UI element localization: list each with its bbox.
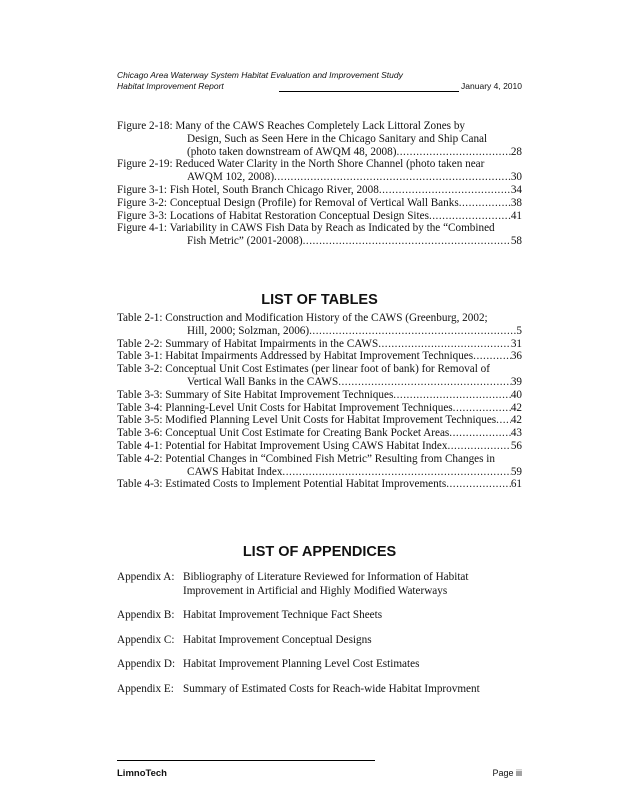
dot-leader [449,427,511,440]
report-name: Habitat Improvement Report [117,81,224,91]
tables-heading: LIST OF TABLES [261,292,378,308]
list-of-figures [117,120,522,248]
table-entry-page: 59 [510,465,522,478]
table-entry-text: Table 4-1: Potential for Habitat Improvement Using CAWS Habitat Index [117,439,448,452]
appendix-title: Bibliography of Literature Reviewed for Information of Habitat [183,571,469,583]
table-entry[interactable] [117,453,522,479]
table-entry[interactable] [117,427,522,440]
appendix-label: Appendix E: [117,682,174,695]
dot-leader [338,376,511,389]
appendices-heading: LIST OF APPENDICES [242,544,397,560]
dot-leader [282,466,510,479]
figure-entry[interactable] [117,197,522,210]
table-entry-text: Table 3-1: Habitat Impairments Addressed by Habitat Improvement Techniques [117,350,474,363]
table-entry[interactable] [117,402,522,415]
dot-leader [274,171,511,184]
table-entry-page: 40 [510,388,522,401]
study-title: Chicago Area Waterway System Habitat Evaluation and Improvement Study [117,70,403,80]
dot-leader [459,197,511,210]
dot-leader [303,235,511,248]
table-entry[interactable] [117,389,522,402]
table-entry-text: Table 4-2: Potential Changes in “Combined Fish Metric” Resulting from Changes in [117,452,495,465]
table-entry-text: Vertical Wall Banks in the CAWS [187,375,339,388]
table-entry[interactable] [117,478,522,491]
dot-leader [429,210,511,223]
table-entry-page: 56 [510,439,522,452]
table-entry-text: Table 4-3: Estimated Costs to Implement Potential Habitat Improvements [117,478,447,491]
figure-entry-text: Figure 4-1: Variability in CAWS Fish Data by Reach as Indicated by the “Combined [117,222,495,235]
page-number: Page iii [492,768,522,778]
list-of-appendices [117,571,522,707]
appendix-title: Improvement in Artificial and Highly Modified Waterways [183,584,448,597]
appendix-entry[interactable] [117,683,522,697]
table-entry[interactable] [117,440,522,453]
appendix-label: Appendix D: [117,658,176,670]
dot-leader [447,440,510,453]
dot-leader [496,414,511,427]
figure-entry-text: Design, Such as Seen Here in the Chicago Sanitary and Ship Canal [187,132,488,145]
table-entry-text: Table 3-4: Planning-Level Unit Costs for Habitat Improvement Techniques [117,401,453,414]
table-entry[interactable] [117,350,522,363]
dot-leader [473,350,511,363]
dot-leader [393,389,511,402]
table-entry-text: Table 3-2: Conceptual Unit Cost Estimates (per linear foot of bank) for Removal of [117,363,490,376]
table-entry[interactable] [117,312,522,338]
figure-entry-page: 41 [510,209,522,222]
dot-leader [453,402,511,415]
dot-leader [309,325,516,338]
figure-entry-text: (photo taken downstream of AWQM 48, 2008) [187,145,397,158]
appendix-title: Habitat Improvement Technique Fact Sheets [183,609,383,621]
figure-entry[interactable] [117,184,522,197]
table-entry-text: Hill, 2000; Solzman, 2006) [187,324,310,337]
page-header [117,70,522,92]
table-entry-text: Table 2-2: Summary of Habitat Impairments in the CAWS [117,337,379,350]
table-entry-text: Table 3-6: Conceptual Unit Cost Estimate for Creating Bank Pocket Areas [117,427,450,440]
table-entry-text: Table 2-1: Construction and Modification History of the CAWS (Greenburg, 2002; [117,312,488,324]
appendix-entry[interactable] [117,571,522,598]
table-entry-page: 43 [510,427,522,440]
table-entry[interactable] [117,414,522,427]
dot-leader [396,146,510,159]
table-entry-page: 42 [510,401,522,414]
figure-entry[interactable] [117,210,522,223]
figure-entry[interactable] [117,158,522,184]
dot-leader [446,478,511,491]
figure-entry-page: 34 [510,183,522,196]
appendix-title: Summary of Estimated Costs for Reach-wide Habitat Improvment [183,682,480,695]
table-entry-page: 61 [510,478,522,491]
dot-leader [378,338,511,351]
appendix-entry[interactable] [117,634,522,648]
figure-entry[interactable] [117,120,522,158]
figure-entry-text: Figure 3-2: Conceptual Design (Profile) for Removal of Vertical Wall Banks [117,196,459,209]
footer-rule [117,760,375,761]
figure-entry-page: 58 [510,235,522,248]
figure-entry-text: Fish Metric” (2001-2008) [187,235,303,248]
figure-entry-text: Figure 3-3: Locations of Habitat Restoration Conceptual Design Sites [117,209,429,222]
appendix-label: Appendix A: [117,571,175,583]
figure-entry-text: Figure 2-19: Reduced Water Clarity in the North Shore Channel (photo taken near [117,158,485,171]
figure-entry-page: 30 [510,171,522,184]
table-entry-page: 5 [516,324,522,337]
appendix-title: Habitat Improvement Planning Level Cost Estimates [183,658,420,670]
footer-brand: LimnoTech [117,768,167,779]
figure-entry-page: 28 [510,145,522,158]
figure-entry-page: 38 [510,196,522,209]
appendix-title: Habitat Improvement Conceptual Designs [183,633,372,646]
table-entry-text: CAWS Habitat Index [187,465,283,478]
table-entry-text: Table 3-5: Modified Planning Level Unit Costs for Habitat Improvement Techniques [117,414,497,427]
figure-entry-text: AWQM 102, 2008) [187,171,275,184]
report-date: January 4, 2010 [461,81,522,91]
table-entry[interactable] [117,363,522,389]
table-entry[interactable] [117,338,522,351]
table-entry-page: 39 [510,375,522,388]
table-entry-text: Table 3-3: Summary of Site Habitat Improvement Techniques [117,388,394,401]
figure-entry-text: Figure 3-1: Fish Hotel, South Branch Chicago River, 2008 [117,183,379,196]
table-entry-page: 31 [510,337,522,350]
table-entry-page: 36 [510,350,522,363]
appendix-entry[interactable] [117,609,522,623]
appendix-label: Appendix C: [117,633,175,646]
list-of-tables [117,312,522,491]
figure-entry-text: Figure 2-18: Many of the CAWS Reaches Completely Lack Littoral Zones by [117,120,466,132]
figure-entry[interactable] [117,222,522,248]
appendix-label: Appendix B: [117,609,175,621]
dot-leader [379,184,511,197]
appendix-entry[interactable] [117,658,522,672]
table-entry-page: 42 [510,414,522,427]
header-rule [279,91,459,92]
